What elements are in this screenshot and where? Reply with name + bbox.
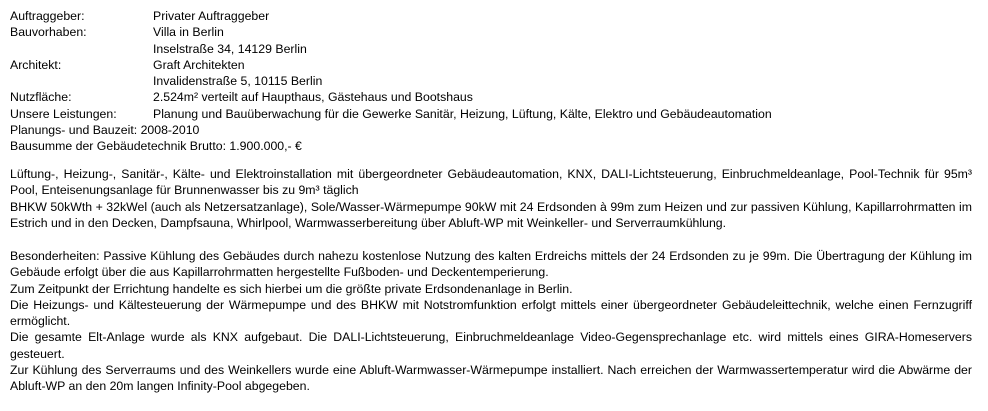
planning-time: Planungs- und Bauzeit: 2008-2010 — [10, 123, 200, 138]
paragraph: Die Heizungs- und Kältesteuerung der Wärmepumpe und des BHKW mit Notstromfunktion erfolgt mittels einer übergeordneter Gebäudeleittechnik, welche einen Fernzugriff ermöglicht. — [10, 297, 972, 329]
services-value: Planung und Bauüberwachung für die Gewerke Sanitär, Heizung, Lüftung, Kälte, Elektro und Gebäudeautomation — [153, 106, 772, 121]
client-label: Auftraggeber: — [10, 9, 85, 23]
technical-description — [10, 166, 972, 231]
paragraph: Zur Kühlung des Serverraums und des Weinkellers wurde eine Abluft-Warmwasser-Wärmepumpe installiert. Nach erreichen der Warmwassertemperatur wird die Abwärme der Abluft-WP an den 20m langen Infinity-Pool abgegeben. — [10, 363, 972, 394]
paragraph: Zum Zeitpunkt der Errichtung handelte es sich hierbei um die größte private Erdsondenanlage in Berlin. — [10, 281, 573, 296]
building-sum: Bausumme der Gebäudetechnik Brutto: 1.900.000,- € — [10, 139, 302, 154]
architect-address: Invalidenstraße 5, 10115 Berlin — [153, 74, 323, 89]
paragraph: Lüftung-, Heizung-, Sanitär-, Kälte- und Elektroinstallation mit übergeordneter Gebäudeautomation, KNX, DALI-Lichtsteuerung, Einbruchmeldeanlage, Pool-Technik für 95m³ Pool, Enteisenungsanlage für Brunnenwasser bis zu 9m³ täglich — [10, 167, 972, 198]
special-features — [10, 248, 972, 395]
area-label: Nutzfläche: — [10, 90, 72, 105]
services-label: Unsere Leistungen: — [10, 106, 117, 121]
architect-label: Architekt: — [10, 57, 62, 72]
architect-value: Graft Architekten — [153, 57, 245, 72]
paragraph: BHKW 50kWth + 32kWel (auch als Netzersatzanlage), Sole/Wasser-Wärmepumpe 90kW mit 24 Erdsonden à 99m zum Heizen und zur passiven Kühlung, Kapillarrohrmatten im Estrich und in den Decken, Dampfsauna, Whirlpool, Warmwasserbereitung über Abluft-WP mit Weinkeller- und Serverraumkühlung. — [10, 199, 972, 230]
area-value: 2.524m² verteilt auf Haupthaus, Gästehaus und Bootshaus — [153, 90, 473, 105]
project-value: Villa in Berlin — [153, 25, 224, 40]
paragraph: Die gesamte Elt-Anlage wurde als KNX aufgebaut. Die DALI-Lichtsteuerung, Einbruchmeldeanlage Video-Gegensprechanlage etc. wird mittels eines GIRA-Homeservers gesteuert. — [10, 330, 972, 361]
paragraph: Besonderheiten: Passive Kühlung des Gebäudes durch nahezu kostenlose Nutzung des kalten Erdreichs mittels der 24 Erdsonden zu je 99m. Die Übertragung der Kühlung im Gebäude erfolgt über die aus Kapillarrohrmatten hergestellte Fußboden- und Deckentemperierung. — [10, 249, 972, 280]
project-label: Bauvorhaben: — [10, 25, 87, 40]
project-address: Inselstraße 34, 14129 Berlin — [153, 41, 307, 56]
client-value: Privater Auftraggeber — [153, 9, 270, 23]
